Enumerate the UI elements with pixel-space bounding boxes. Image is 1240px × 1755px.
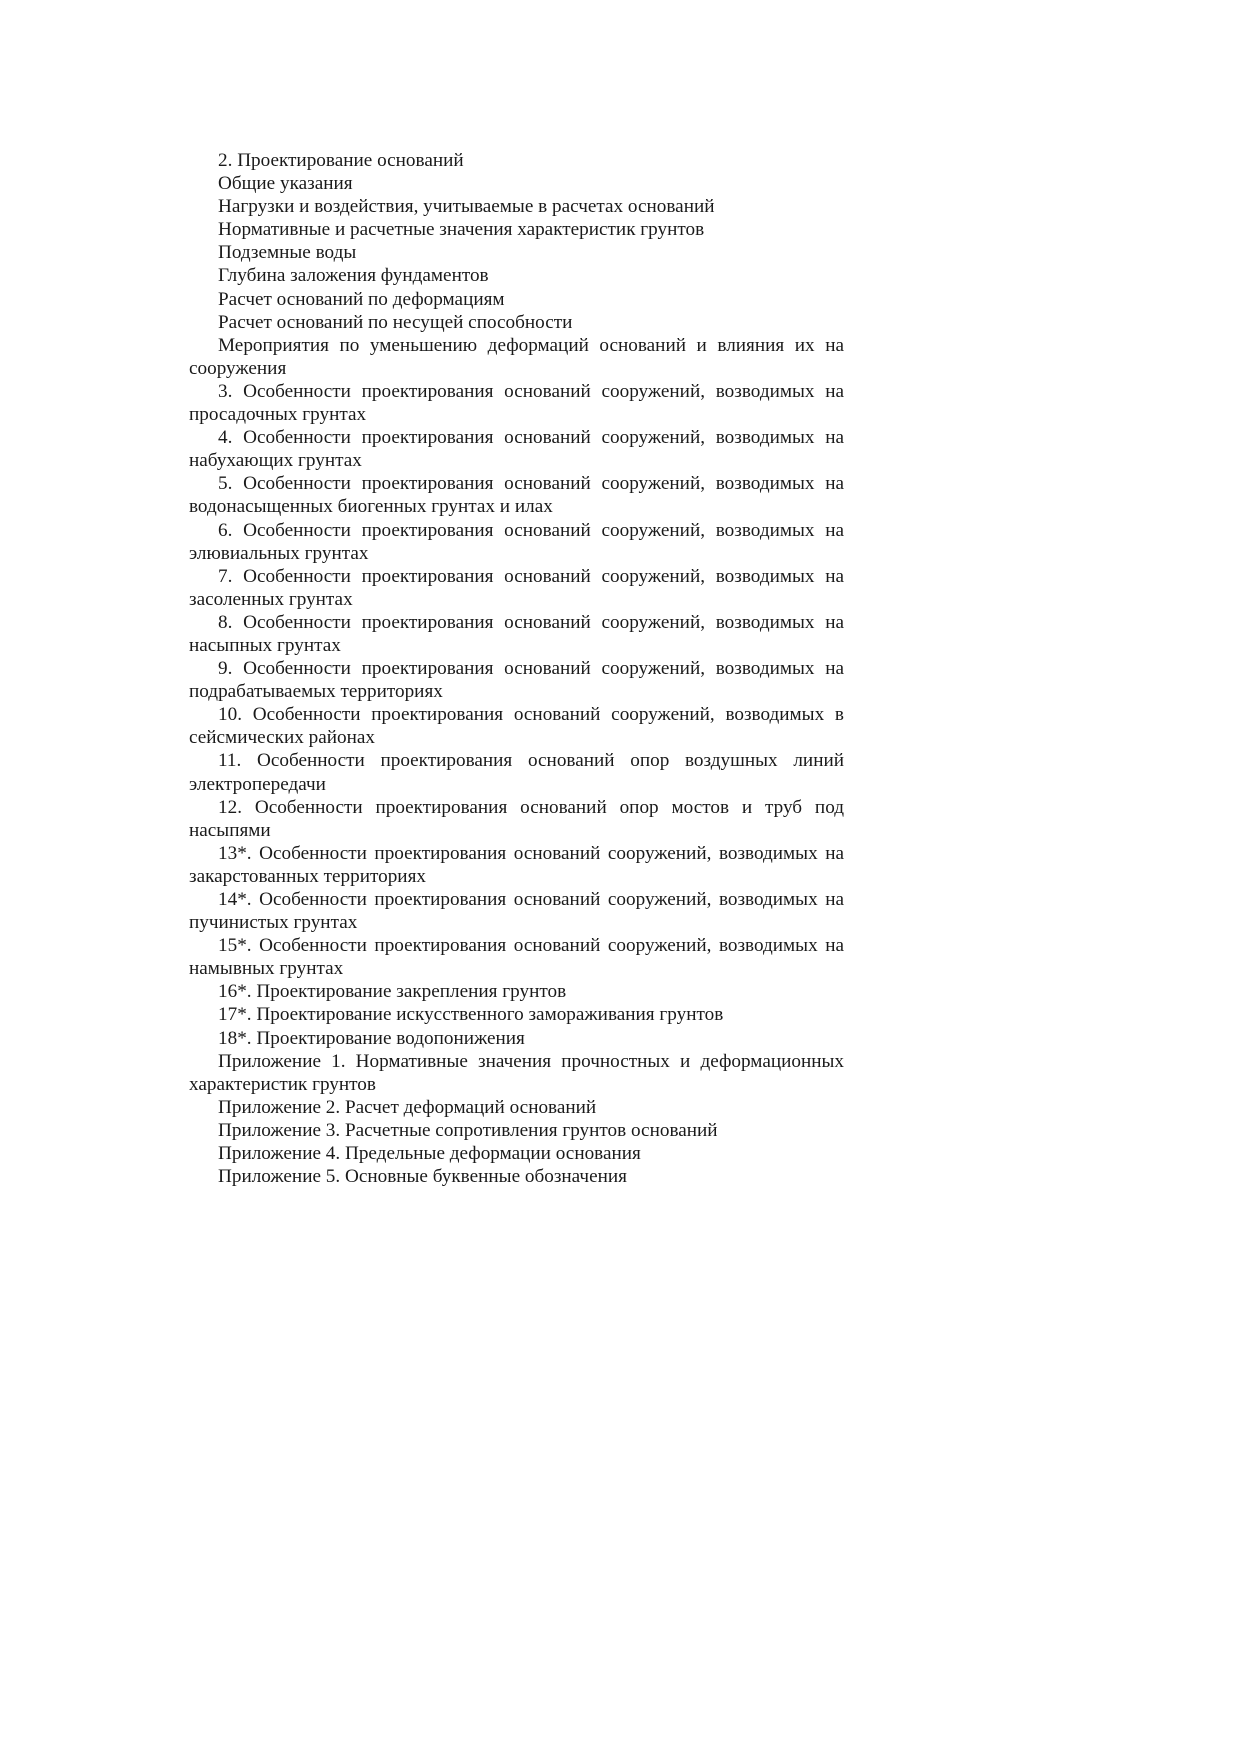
toc-entry: Глубина заложения фундаментов (218, 265, 489, 287)
toc-entry: Расчет оснований по деформациям (218, 288, 505, 310)
toc-entry: Расчет оснований по несущей способности (218, 311, 573, 333)
table-of-contents (189, 149, 844, 1188)
toc-entry: 8. Особенности проектирования оснований сооружений, возводимых на насыпных грунтах (189, 611, 844, 656)
toc-entry: Общие указания (218, 173, 353, 195)
toc-entry: 5. Особенности проектирования оснований сооружений, возводимых на водонасыщенных биогенных грунтах и илах (189, 473, 844, 518)
toc-entry: 2. Проектирование оснований (218, 150, 464, 171)
toc-entry: 16*. Проектирование закрепления грунтов (218, 981, 567, 1003)
toc-entry: Нормативные и расчетные значения характеристик грунтов (218, 219, 705, 241)
toc-entry: 17*. Проектирование искусственного замораживания грунтов (218, 1004, 724, 1026)
toc-entry: 14*. Особенности проектирования оснований сооружений, возводимых на пучинистых грунтах (189, 889, 844, 934)
toc-entry: Подземные воды (218, 242, 357, 264)
toc-entry: Нагрузки и воздействия, учитываемые в расчетах оснований (218, 196, 715, 218)
toc-entry: Приложение 2. Расчет деформаций оснований (218, 1096, 597, 1118)
toc-entry: 6. Особенности проектирования оснований сооружений, возводимых на элювиальных грунтах (189, 519, 844, 564)
toc-entry: Приложение 4. Предельные деформации основания (218, 1143, 641, 1165)
toc-entry: Мероприятия по уменьшению деформаций оснований и влияния их на сооружения (189, 334, 844, 379)
toc-entry: 9. Особенности проектирования оснований сооружений, возводимых на подрабатываемых территориях (189, 658, 844, 703)
toc-entry: Приложение 5. Основные буквенные обозначения (218, 1166, 627, 1188)
toc-entry: 18*. Проектирование водопонижения (218, 1027, 525, 1049)
toc-entry: Приложение 1. Нормативные значения прочностных и деформационных характеристик грунтов (189, 1050, 844, 1095)
toc-entry: 3. Особенности проектирования оснований сооружений, возводимых на просадочных грунтах (189, 380, 844, 426)
toc-entry: 11. Особенности проектирования оснований опор воздушных линий электропередачи (189, 750, 844, 795)
toc-entry: 7. Особенности проектирования оснований сооружений, возводимых на засоленных грунтах (189, 565, 844, 610)
toc-entry: Приложение 3. Расчетные сопротивления грунтов оснований (218, 1119, 718, 1141)
toc-entry: 4. Особенности проектирования оснований сооружений, возводимых на набухающих грунтах (189, 427, 844, 472)
toc-entry: 13*. Особенности проектирования оснований сооружений, возводимых на закарстованных территориях (189, 842, 844, 887)
toc-entry: 10. Особенности проектирования оснований сооружений, возводимых в сейсмических районах (189, 704, 844, 749)
toc-entry: 15*. Особенности проектирования оснований сооружений, возводимых на намывных грунтах (189, 935, 844, 980)
toc-entry: 12. Особенности проектирования оснований опор мостов и труб под насыпями (189, 796, 844, 841)
